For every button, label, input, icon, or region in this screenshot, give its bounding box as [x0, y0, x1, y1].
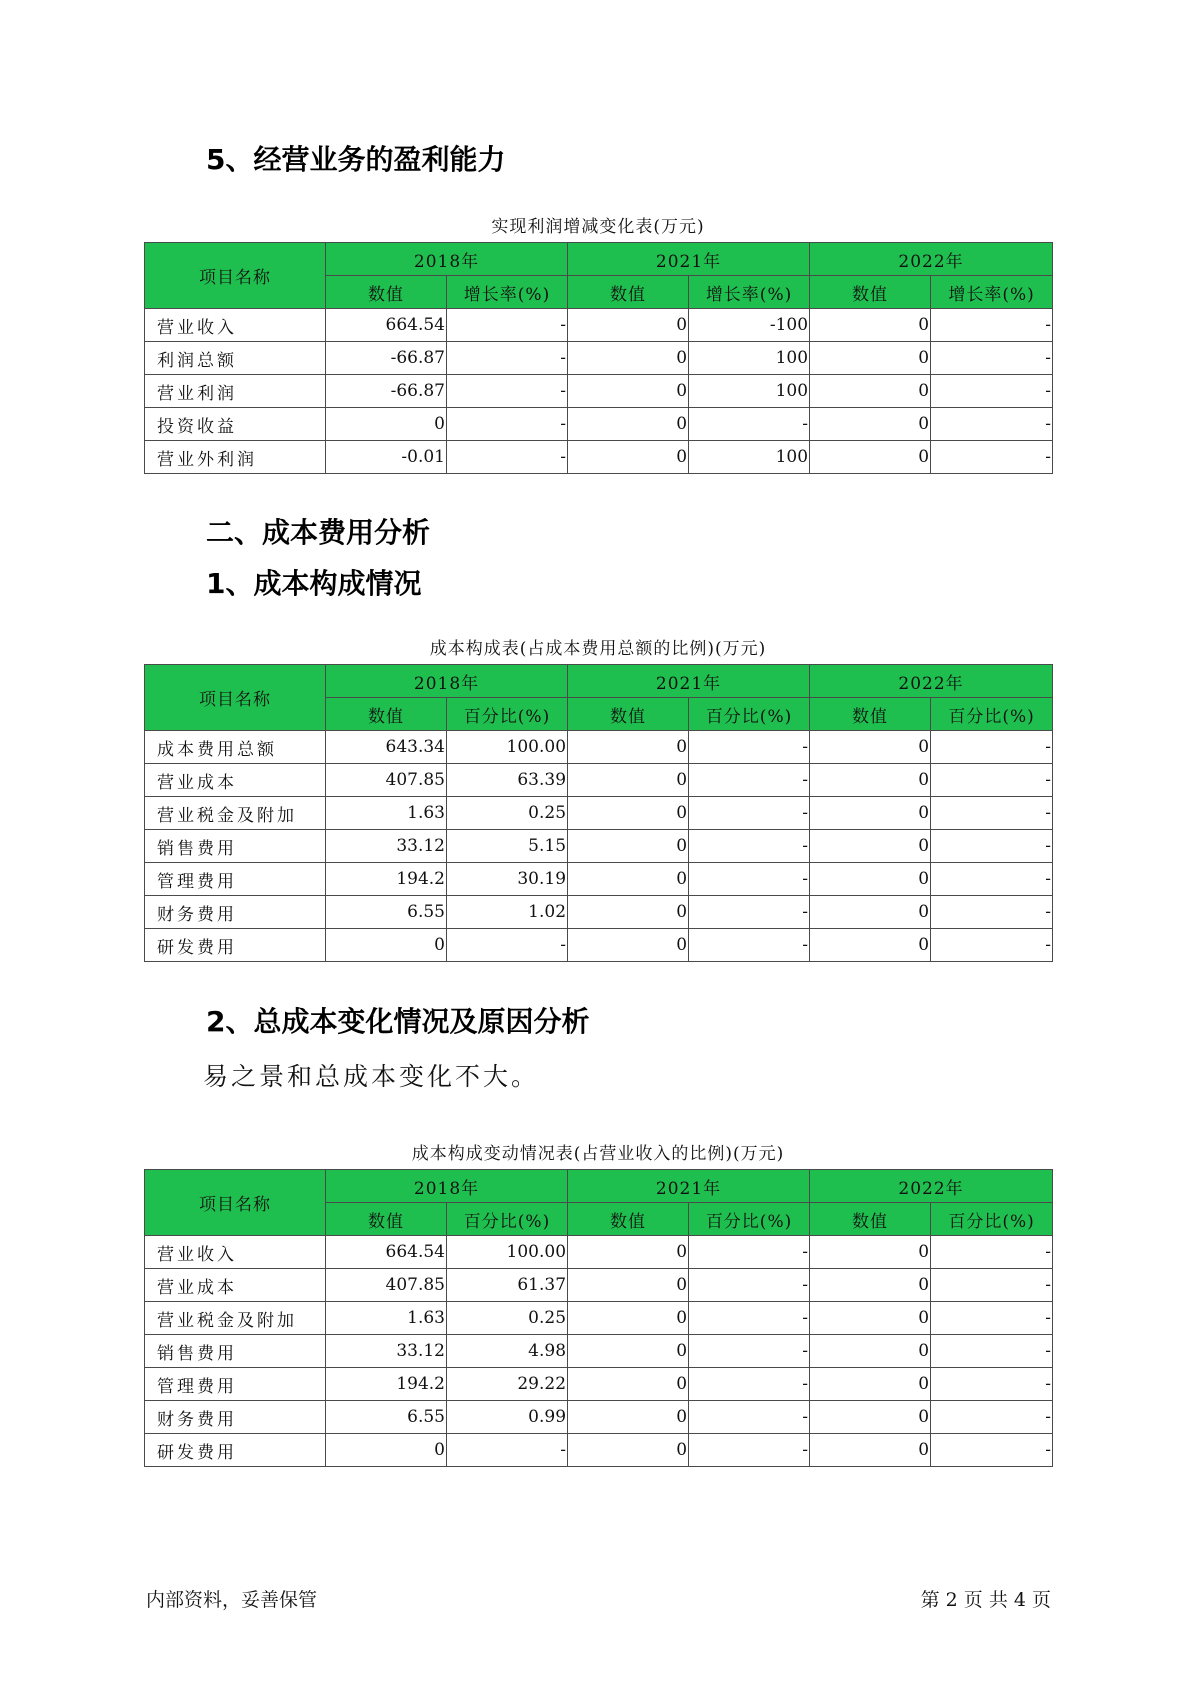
heading-cost-change: 2、总成本变化情况及原因分析 [206, 1005, 590, 1038]
table-cell: 0 [568, 863, 689, 896]
table-cell: - [931, 764, 1053, 797]
table-cell: 0 [568, 441, 689, 474]
table-cell: - [447, 342, 568, 375]
table-row [145, 863, 1053, 896]
table-row [145, 929, 1053, 962]
table-cell: 29.22 [447, 1368, 568, 1401]
table-cell: 63.39 [447, 764, 568, 797]
table-cell: - [931, 309, 1053, 342]
header-percent: 百分比(%) [931, 698, 1053, 731]
table-cell: - [931, 1335, 1053, 1368]
cost-composition-table [144, 664, 1053, 962]
table-cell: 0 [810, 441, 931, 474]
table-cell: - [689, 830, 810, 863]
table-row [145, 1236, 1053, 1269]
header-value: 数值 [568, 1203, 689, 1236]
table-cell: 0 [568, 408, 689, 441]
row-item-name: 管理费用 [145, 863, 326, 896]
header-percent: 百分比(%) [689, 1203, 810, 1236]
table-row [145, 1368, 1053, 1401]
table-cell: - [689, 797, 810, 830]
row-item-name: 管理费用 [145, 1368, 326, 1401]
table-cell: 0.25 [447, 1302, 568, 1335]
table-cell: 194.2 [326, 1368, 447, 1401]
row-item-name: 营业利润 [145, 375, 326, 408]
table-cell: 0 [568, 764, 689, 797]
table-cell: - [689, 896, 810, 929]
table-cell: - [931, 863, 1053, 896]
table-cell: - [931, 441, 1053, 474]
table-cell: 5.15 [447, 830, 568, 863]
cost-change-table [144, 1169, 1053, 1467]
row-item-name: 研发费用 [145, 1434, 326, 1467]
table-cell: - [447, 375, 568, 408]
table-cell: - [931, 1236, 1053, 1269]
table-cell: - [447, 1434, 568, 1467]
table-cell: - [447, 309, 568, 342]
row-item-name: 成本费用总额 [145, 731, 326, 764]
table-cell: 0 [568, 731, 689, 764]
table-caption-profit: 实现利润增减变化表(万元) [491, 217, 705, 237]
row-item-name: 利润总额 [145, 342, 326, 375]
table-cell: - [931, 342, 1053, 375]
header-year: 2021年 [568, 665, 810, 698]
table-cell: -66.87 [326, 375, 447, 408]
table-cell: 0 [810, 896, 931, 929]
row-item-name: 营业税金及附加 [145, 1302, 326, 1335]
table-row [145, 1434, 1053, 1467]
table-row [145, 375, 1053, 408]
table-cell: 643.34 [326, 731, 447, 764]
header-value: 数值 [326, 276, 447, 309]
table-cell: 4.98 [447, 1335, 568, 1368]
table-cell: - [689, 1302, 810, 1335]
table-caption-cost: 成本构成表(占成本费用总额的比例)(万元) [429, 639, 767, 659]
row-item-name: 营业收入 [145, 309, 326, 342]
table-row [145, 797, 1053, 830]
table-cell: 100 [689, 441, 810, 474]
table-cell: 0 [810, 309, 931, 342]
table-row [145, 342, 1053, 375]
table-cell: 0 [810, 342, 931, 375]
table-cell: 0 [568, 1368, 689, 1401]
table-cell: 1.02 [447, 896, 568, 929]
table-cell: - [931, 797, 1053, 830]
table-cell: 0 [326, 1434, 447, 1467]
header-value: 数值 [568, 276, 689, 309]
table-cell: 0 [326, 929, 447, 962]
table-cell: 100.00 [447, 1236, 568, 1269]
row-item-name: 营业外利润 [145, 441, 326, 474]
table-cell: - [931, 408, 1053, 441]
table-cell: 0 [568, 797, 689, 830]
table-cell: - [931, 929, 1053, 962]
table-cell: - [931, 1434, 1053, 1467]
header-item-name: 项目名称 [145, 243, 326, 309]
table-cell: - [689, 764, 810, 797]
table-cell: - [931, 375, 1053, 408]
row-item-name: 销售费用 [145, 1335, 326, 1368]
header-percent: 百分比(%) [931, 1203, 1053, 1236]
table-cell: 0 [810, 731, 931, 764]
header-year: 2021年 [568, 243, 810, 276]
table-cell: 0 [810, 1434, 931, 1467]
table-cell: - [931, 1401, 1053, 1434]
table-cell: 0 [568, 929, 689, 962]
table-cell: 0 [568, 375, 689, 408]
table-cell: 0 [568, 1302, 689, 1335]
table-cell: - [689, 1335, 810, 1368]
header-growth-rate: 增长率(%) [689, 276, 810, 309]
cost-change-paragraph: 易之景和总成本变化不大。 [203, 1062, 540, 1091]
table-cell: 0 [568, 896, 689, 929]
table-cell: 664.54 [326, 309, 447, 342]
header-item-name: 项目名称 [145, 1170, 326, 1236]
table-cell: 0 [810, 1368, 931, 1401]
header-value: 数值 [568, 698, 689, 731]
table-cell: - [689, 1401, 810, 1434]
table-row [145, 441, 1053, 474]
table-cell: 0 [810, 830, 931, 863]
table-cell: -100 [689, 309, 810, 342]
table-cell: - [689, 929, 810, 962]
table-cell: 407.85 [326, 1269, 447, 1302]
header-percent: 百分比(%) [447, 1203, 568, 1236]
table-row [145, 1269, 1053, 1302]
table-cell: 0 [326, 408, 447, 441]
table-cell: 0 [568, 1401, 689, 1434]
header-value: 数值 [810, 698, 931, 731]
heading-profitability: 5、经营业务的盈利能力 [206, 143, 506, 176]
table-cell: 0 [568, 1269, 689, 1302]
table-cell: 1.63 [326, 797, 447, 830]
table-row [145, 830, 1053, 863]
table-cell: 0 [568, 1434, 689, 1467]
table-caption-cost-change: 成本构成变动情况表(占营业收入的比例)(万元) [411, 1144, 785, 1164]
table-cell: 6.55 [326, 1401, 447, 1434]
table-cell: - [931, 1269, 1053, 1302]
header-value: 数值 [810, 276, 931, 309]
table-row [145, 1302, 1053, 1335]
table-cell: 100 [689, 342, 810, 375]
table-cell: 33.12 [326, 830, 447, 863]
table-cell: - [689, 1434, 810, 1467]
table-row [145, 764, 1053, 797]
header-year: 2022年 [810, 1170, 1053, 1203]
table-cell: 0 [810, 1269, 931, 1302]
table-cell: 0 [810, 1401, 931, 1434]
header-growth-rate: 增长率(%) [931, 276, 1053, 309]
table-cell: -0.01 [326, 441, 447, 474]
header-value: 数值 [326, 1203, 447, 1236]
table-cell: 0 [810, 1236, 931, 1269]
table-cell: - [689, 1368, 810, 1401]
table-cell: - [689, 1269, 810, 1302]
table-cell: 0 [568, 309, 689, 342]
table-row [145, 408, 1053, 441]
table-cell: 407.85 [326, 764, 447, 797]
header-growth-rate: 增长率(%) [447, 276, 568, 309]
table-cell: 0 [810, 929, 931, 962]
table-cell: 100.00 [447, 731, 568, 764]
table-cell: 0 [810, 408, 931, 441]
table-cell: - [447, 929, 568, 962]
table-cell: 0.99 [447, 1401, 568, 1434]
table-cell: - [689, 863, 810, 896]
table-cell: 0 [810, 764, 931, 797]
table-cell: 0 [568, 830, 689, 863]
header-year: 2022年 [810, 665, 1053, 698]
table-cell: - [689, 731, 810, 764]
table-cell: 0 [568, 1335, 689, 1368]
table-cell: 0 [810, 1302, 931, 1335]
row-item-name: 营业收入 [145, 1236, 326, 1269]
row-item-name: 销售费用 [145, 830, 326, 863]
profit-change-table [144, 242, 1053, 474]
header-year: 2022年 [810, 243, 1053, 276]
header-percent: 百分比(%) [447, 698, 568, 731]
row-item-name: 投资收益 [145, 408, 326, 441]
table-cell: 33.12 [326, 1335, 447, 1368]
table-row [145, 896, 1053, 929]
table-cell: - [931, 896, 1053, 929]
table-cell: 0.25 [447, 797, 568, 830]
row-item-name: 研发费用 [145, 929, 326, 962]
table-cell: - [931, 731, 1053, 764]
table-cell: - [931, 1302, 1053, 1335]
table-cell: - [931, 1368, 1053, 1401]
table-cell: - [689, 1236, 810, 1269]
row-item-name: 营业成本 [145, 1269, 326, 1302]
table-cell: 0 [810, 1335, 931, 1368]
table-cell: 30.19 [447, 863, 568, 896]
table-cell: 194.2 [326, 863, 447, 896]
header-year: 2018年 [326, 243, 568, 276]
table-cell: 664.54 [326, 1236, 447, 1269]
header-value: 数值 [326, 698, 447, 731]
row-item-name: 营业税金及附加 [145, 797, 326, 830]
table-cell: 100 [689, 375, 810, 408]
table-row [145, 1401, 1053, 1434]
table-row [145, 1335, 1053, 1368]
row-item-name: 财务费用 [145, 1401, 326, 1434]
table-cell: 0 [810, 863, 931, 896]
header-value: 数值 [810, 1203, 931, 1236]
heading-cost-composition: 1、成本构成情况 [206, 567, 422, 600]
table-cell: 0 [568, 1236, 689, 1269]
header-percent: 百分比(%) [689, 698, 810, 731]
header-year: 2018年 [326, 1170, 568, 1203]
table-cell: - [931, 830, 1053, 863]
table-cell: - [447, 441, 568, 474]
table-cell: - [689, 408, 810, 441]
header-year: 2021年 [568, 1170, 810, 1203]
table-cell: 0 [568, 342, 689, 375]
table-row [145, 309, 1053, 342]
table-cell: - [447, 408, 568, 441]
table-cell: -66.87 [326, 342, 447, 375]
table-cell: 0 [810, 375, 931, 408]
heading-cost-analysis: 二、成本费用分析 [206, 516, 431, 549]
table-cell: 0 [810, 797, 931, 830]
table-row [145, 731, 1053, 764]
row-item-name: 财务费用 [145, 896, 326, 929]
table-cell: 6.55 [326, 896, 447, 929]
footer-page-number: 第 2 页 共 4 页 [920, 1589, 1051, 1611]
footer-confidential-note: 内部资料，妥善保管 [146, 1589, 318, 1611]
header-item-name: 项目名称 [145, 665, 326, 731]
table-cell: 61.37 [447, 1269, 568, 1302]
header-year: 2018年 [326, 665, 568, 698]
table-cell: 1.63 [326, 1302, 447, 1335]
row-item-name: 营业成本 [145, 764, 326, 797]
